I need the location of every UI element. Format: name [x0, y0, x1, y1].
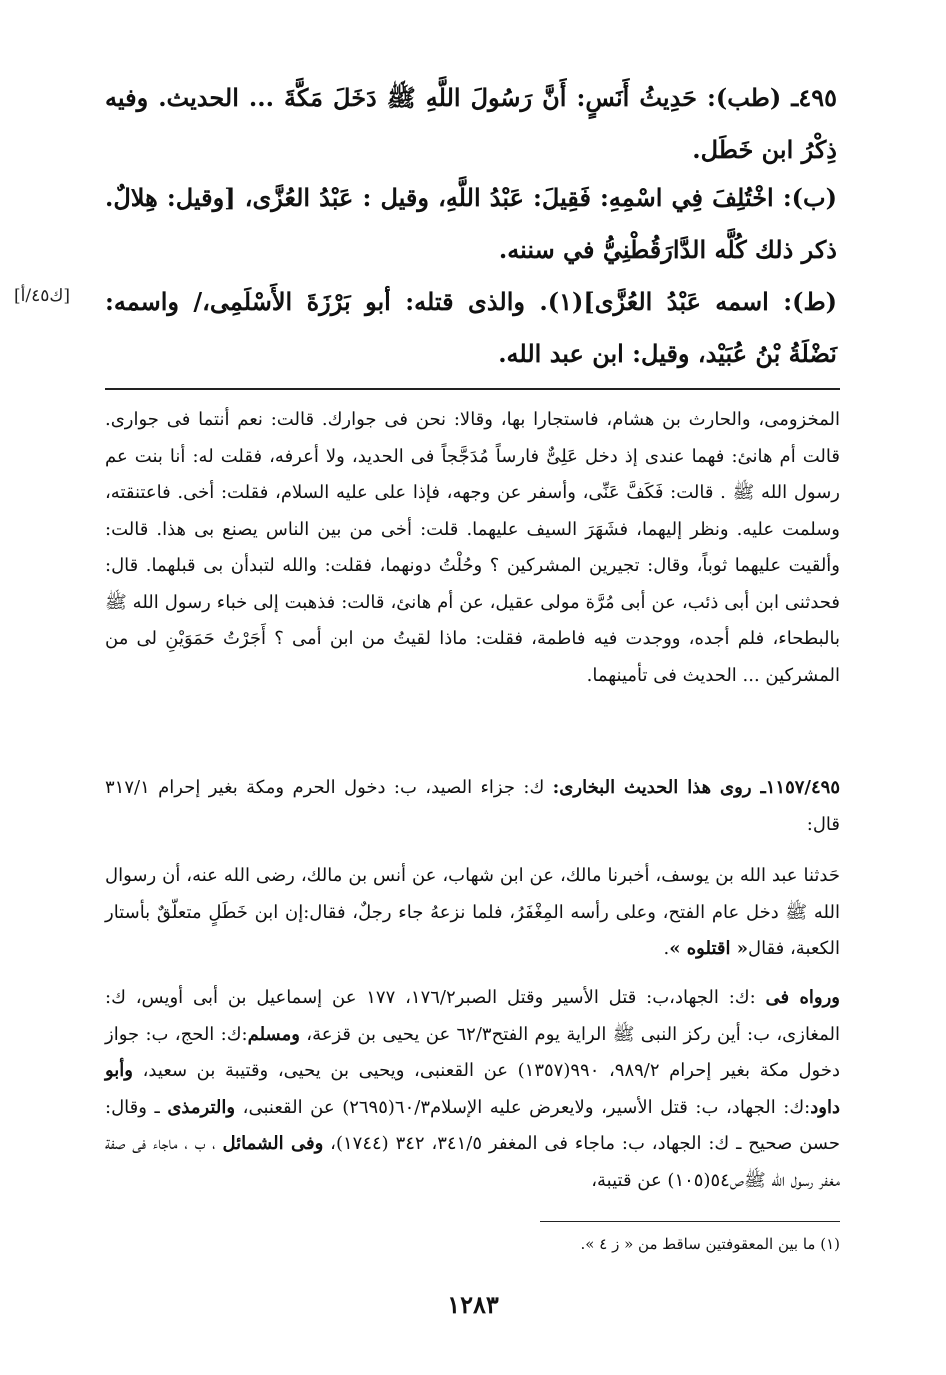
source-text-3: :ك: الجهاد، ب: قتل الأسير، ولايعرض عليه الإسلام٦٠/٣(٢٦٩٥) عن القعنبى، — [235, 1096, 811, 1118]
source-label-2: ومسلم — [247, 1023, 300, 1045]
block2-heading: ١١٥٧/٤٩٥ـ روى هذا الحديث البخارى: — [552, 777, 840, 798]
section-divider — [105, 388, 840, 390]
source-label-3: وأبو داود — [105, 1060, 840, 1118]
source-label-5: وفى الشمائل — [222, 1133, 324, 1154]
source-text-2: :ك: الحج، ب: جواز دخول مكة بغير إحرام ٩٨٩/٢، ٩٩٠(١٣٥٧) عن القعنبى، ويحيى بن يحيى، وقتيبة بن سعيد، — [105, 1023, 840, 1081]
commentary-b: (ب): اخْتُلِفَ فِي اسْمِهِ: فَقِيلَ: عَبْدُ اللَّهِ، وقيل : عَبْدُ العُزَّى، [وقيل: هِلالٌ. ذكر ذلك كُلَّه الدَّارَقُطْنِيُّ في سننه. — [105, 183, 837, 264]
footnote-divider — [540, 1221, 840, 1222]
block3-text: حَدثنا عبد الله بن يوسف، أخبرنا مالك، عن ابن شهاب، عن أنس بن مالك، رضى الله عنه، أن رسوال الله ﷺ دخل عام الفتح، وعلى رأسه المِغْفَرُ، فلما نزعهُ جاء رجلٌ، فقال:إن ابن خَطَلٍ متعلّقٌ بأستار الكعبة، فقال — [105, 865, 840, 959]
commentary-t: (ط): اسمه عَبْدُ العُزَّى](١). والذى قتله: أبو بَرْزَةَ الأَسْلَمِى،/ واسمه: نَضْلَةُ بْنُ عُبَيْد، وقيل: ابن عبد الله. — [105, 287, 837, 368]
hadith-entry-495: ٤٩٥ـ (طب): حَدِيثُ أَنَسٍ: أَنَّ رَسُولَ اللَّهِ ﷺ دَخَلَ مَكَّةَ ... الحديث. وفيه ذِكْرُ ابن خَطَل. — [105, 83, 837, 164]
footnote: (١) ما بين المعقوفتين ساقط من « ز ٤ ». — [580, 1235, 840, 1253]
block3-quote: « اقتلوه » — [669, 938, 748, 959]
commentary-block-1: المخزومى، والحارث بن هشام، فاستجارا بها، وقالا: نحن فى جوارك. قالت: نعم أنتما فى جوارى. قالت أم هانئ: فهما عندى إذ دخل عَلِىٌّ فارساً مُدَجَّجاً فى الحديد، ولا أعرفه، فقلت له: أنا بنت عم رسول الله ﷺ . قالت: فَكَفَّ عَنِّى، وأسفر عن وجهه، فإذا على عليه السلام، فقلت: أخى. فاعتنقته، وسلمت عليه. ونظر إليهما، فشَهَرَ السيف عليهما. قلت: أخى من بين الناس يصنع بى هذا. قالت: وألقيت عليهما ثوباً، وقال: تجيرين المشركين ؟ وحُلْتُ دونهما، فقلت: والله لتبدأن بى قبلهما. قال: فحدثنى ابن أبى ذئب، عن أبى مُرَّة مولى عقيل، عن أم هانئ، قالت: فذهبت إلى خباء رسول الله ﷺ بالبطحاء، فلم أجده، ووجدت فيه فاطمة، فقلت: ماذا لقيتُ من ابن أمى ؟ أَجَرْتُ حَمَوَيْنِ لى من المشركين ... الحديث فى تأمينهما. — [105, 409, 840, 686]
source-text-1: :ك: الجهاد،ب: قتل الأسير وقتل الصبر١٧٦/٢، ١٧٧ عن إسماعيل بن أبى أويس، ك: المغازى، ب: أين ركز النبى ﷺ الراية يوم الفتح٦٢/٣ عن يحيى بن قزعة، — [105, 987, 841, 1045]
block2-text: ك: جزاء الصيد، ب: دخول الحرم ومكة بغير إحرام ٣١٧/١ قال: — [105, 777, 840, 835]
commentary-block-2 — [105, 770, 840, 843]
commentary-block-3 — [105, 858, 840, 968]
source-label-1: ورواه فى — [765, 987, 841, 1008]
page-number: ١٢٨٣ — [447, 1290, 499, 1319]
commentary-block-4 — [105, 980, 840, 1199]
marginal-note: [ك٤٥/أ] — [14, 286, 71, 306]
source-label-4: والترمذى — [167, 1096, 236, 1118]
source-text-5: ، ب ، ماجاء فى صفة مغفر رسول الله ﷺص٥٤(١٠٥) عن قتيبة، — [105, 1133, 840, 1191]
block3-end: . — [663, 938, 670, 959]
source-text-4: ـ وقال: حسن صحيح ـ ك: الجهاد، ب: ماجاء فى المغفر ٣٤١/٥، ٣٤٢ (١٧٤٤)، — [105, 1096, 840, 1154]
